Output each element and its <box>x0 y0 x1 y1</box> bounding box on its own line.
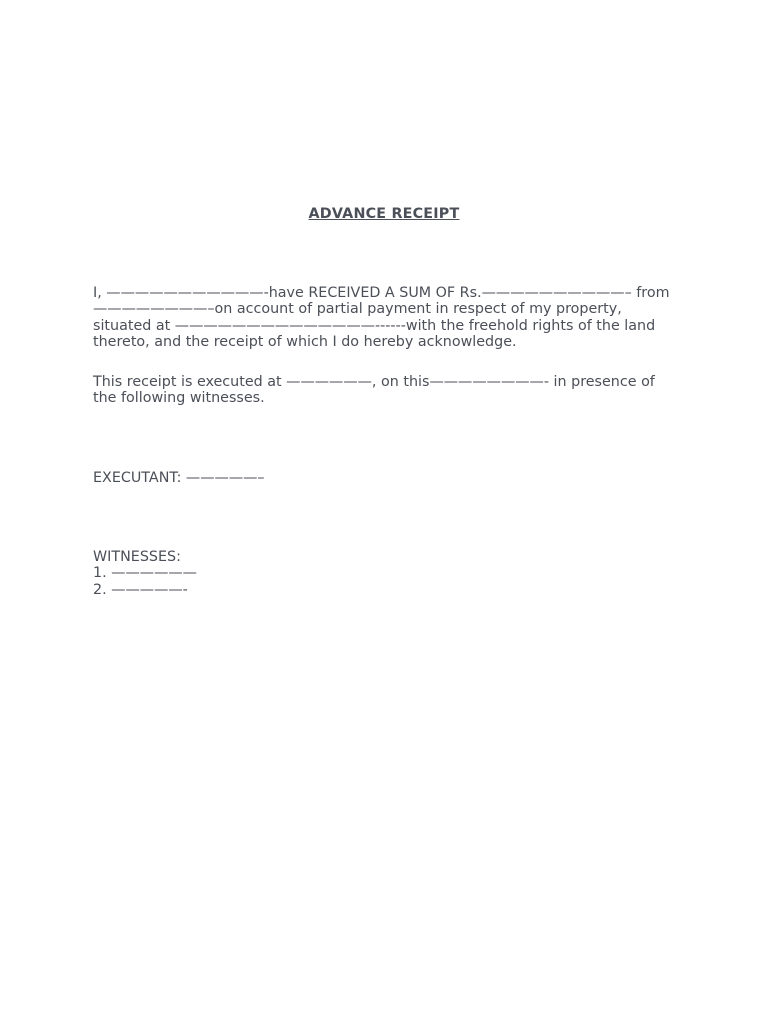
executant-line <box>93 470 693 486</box>
receipt-paragraph-1 <box>93 285 693 351</box>
paragraph-line: thereto, and the receipt of which I do hereby acknowledge. <box>93 334 517 351</box>
paragraph-line: the following witnesses. <box>93 390 265 407</box>
receipt-paragraph-2 <box>93 374 693 407</box>
paragraph-line: I, ———————————-have RECEIVED A SUM OF Rs.——————————– from <box>93 285 670 301</box>
witnesses-label: WITNESSES: <box>93 549 181 565</box>
witness-item-1: 1. —————— <box>93 565 197 582</box>
executant-text: EXECUTANT: —————– <box>93 470 265 486</box>
document-title: ADVANCE RECEIPT <box>308 206 460 222</box>
witness-item-2: 2. —————- <box>93 581 188 598</box>
witnesses-section <box>93 549 693 598</box>
paragraph-line: This receipt is executed at ——————, on this————————- in presence of <box>93 374 655 390</box>
paragraph-line: ————————–on account of partial payment in respect of my property, <box>93 301 622 318</box>
paragraph-line: situated at ——————————————------with the freehold rights of the land <box>93 317 656 334</box>
